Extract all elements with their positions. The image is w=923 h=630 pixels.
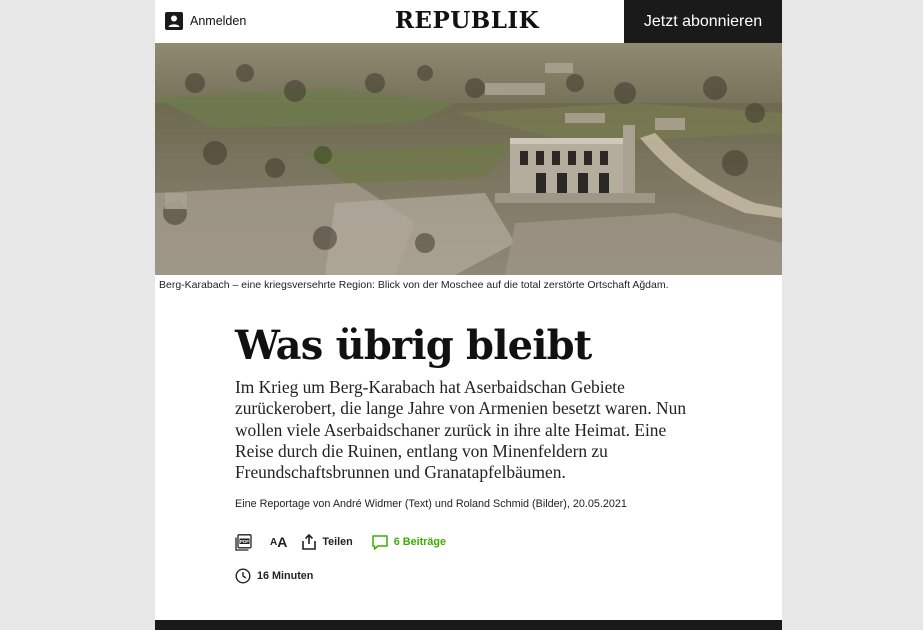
clock-icon	[235, 568, 251, 584]
article-toolbar	[235, 531, 446, 553]
article-lead: Im Krieg um Berg-Karabach hat Aserbaidschan Gebiete zurückerobert, die lange Jahre von Armenien besetzt waren. Nun wollen viele Aserbaidschaner zurück in ihre alte Heimat. Eine Reise durch die Ruinen, entlang von Minenfeldern zu Freundschaftsbrunnen und Granatapfelbäumen.	[235, 377, 687, 483]
user-icon	[165, 12, 183, 30]
font-size-small: A	[270, 536, 278, 548]
login-link[interactable]	[165, 11, 246, 31]
hero-caption: Berg-Karabach – eine kriegsversehrte Region: Blick von der Moschee auf die total zerstörte Ortschaft Ağdam.	[159, 279, 669, 291]
reading-time-label: 16 Minuten	[257, 570, 314, 582]
article-byline: Eine Reportage von André Widmer (Text) und Roland Schmid (Bilder), 20.05.2021	[235, 498, 627, 510]
comments-label: 6 Beiträge	[393, 536, 446, 548]
comments-button[interactable]	[372, 535, 446, 550]
pdf-icon-label: PDF	[239, 538, 250, 544]
login-label: Anmelden	[190, 14, 247, 28]
share-icon	[302, 534, 316, 550]
reading-time	[235, 566, 313, 586]
share-label: Teilen	[322, 536, 353, 548]
font-size-large: A	[277, 534, 288, 550]
subscribe-button[interactable]: Jetzt abonnieren	[624, 0, 782, 43]
site-logo[interactable]: REPUBLIK	[394, 7, 540, 34]
bottom-bar	[155, 620, 782, 630]
font-size-icon[interactable]	[270, 534, 287, 550]
site-header	[155, 0, 782, 44]
pdf-icon[interactable]	[235, 534, 252, 551]
comment-icon	[372, 535, 388, 550]
page	[155, 0, 782, 630]
hero-image	[155, 43, 782, 275]
share-button[interactable]	[302, 534, 352, 550]
article-title: Was übrig bleibt	[235, 322, 592, 369]
